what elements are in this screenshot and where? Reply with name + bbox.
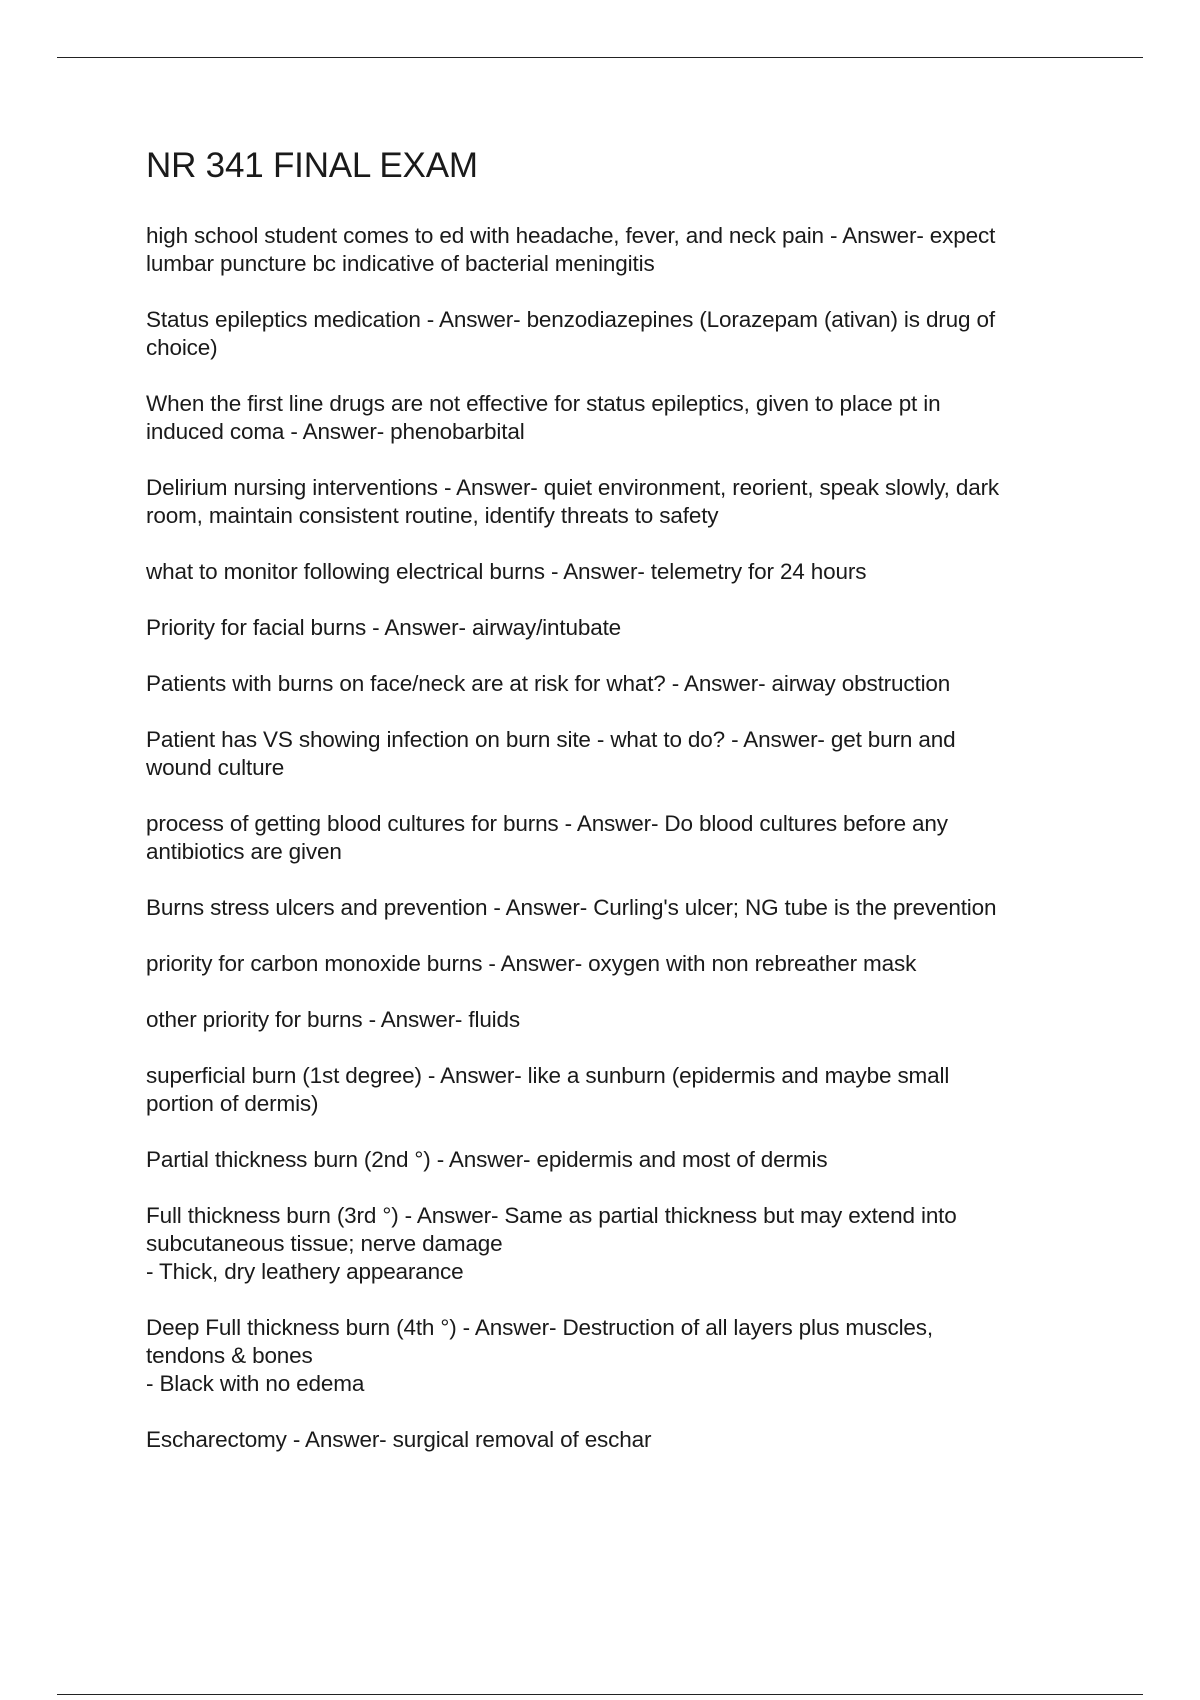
qa-line: room, maintain consistent routine, identify threats to safety [146,503,719,528]
qa-item [146,1202,1086,1286]
top-divider [57,57,1143,58]
qa-line: Priority for facial burns - Answer- airway/intubate [146,615,622,640]
document-page [146,140,1086,1482]
qa-item [146,614,1086,642]
qa-line: - Black with no edema [146,1371,365,1396]
qa-list [146,222,1086,1454]
qa-line: When the first line drugs are not effective for status epileptics, given to place pt in [146,391,941,416]
qa-item [146,390,1086,446]
qa-line: - Thick, dry leathery appearance [146,1259,464,1284]
qa-line: high school student comes to ed with headache, fever, and neck pain - Answer- expect [146,223,996,248]
qa-item [146,1426,1086,1454]
qa-item [146,222,1086,278]
qa-line: induced coma - Answer- phenobarbital [146,419,525,444]
qa-item [146,950,1086,978]
page-title: NR 341 FINAL EXAM [146,146,478,185]
qa-item [146,726,1086,782]
qa-item [146,1314,1086,1398]
qa-item [146,670,1086,698]
qa-line: Full thickness burn (3rd °) - Answer- Same as partial thickness but may extend into [146,1203,957,1228]
qa-item [146,1006,1086,1034]
qa-line: Patient has VS showing infection on burn site - what to do? - Answer- get burn and [146,727,956,752]
qa-line: Partial thickness burn (2nd °) - Answer- epidermis and most of dermis [146,1147,828,1172]
qa-item [146,1146,1086,1174]
qa-line: priority for carbon monoxide burns - Answer- oxygen with non rebreather mask [146,951,917,976]
qa-line: tendons & bones [146,1343,313,1368]
qa-line: superficial burn (1st degree) - Answer- like a sunburn (epidermis and maybe small [146,1063,950,1088]
qa-line: Patients with burns on face/neck are at risk for what? - Answer- airway obstruction [146,671,951,696]
qa-line: process of getting blood cultures for burns - Answer- Do blood cultures before any [146,811,948,836]
qa-item [146,1062,1086,1118]
qa-item [146,558,1086,586]
qa-line: Delirium nursing interventions - Answer- quiet environment, reorient, speak slowly, dark [146,475,1000,500]
qa-item [146,306,1086,362]
qa-line: what to monitor following electrical burns - Answer- telemetry for 24 hours [146,559,867,584]
qa-line: other priority for burns - Answer- fluids [146,1007,520,1032]
qa-line: Deep Full thickness burn (4th °) - Answer- Destruction of all layers plus muscles, [146,1315,933,1340]
qa-item [146,474,1086,530]
qa-line: Burns stress ulcers and prevention - Answer- Curling's ulcer; NG tube is the prevention [146,895,997,920]
qa-line: Status epileptics medication - Answer- benzodiazepines (Lorazepam (ativan) is drug of [146,307,995,332]
qa-line: portion of dermis) [146,1091,319,1116]
qa-line: Escharectomy - Answer- surgical removal of eschar [146,1427,652,1452]
qa-line: choice) [146,335,218,360]
qa-line: wound culture [146,755,285,780]
qa-item [146,894,1086,922]
bottom-divider [57,1694,1143,1695]
qa-line: lumbar puncture bc indicative of bacterial meningitis [146,251,655,276]
qa-item [146,810,1086,866]
qa-line: subcutaneous tissue; nerve damage [146,1231,503,1256]
qa-line: antibiotics are given [146,839,342,864]
